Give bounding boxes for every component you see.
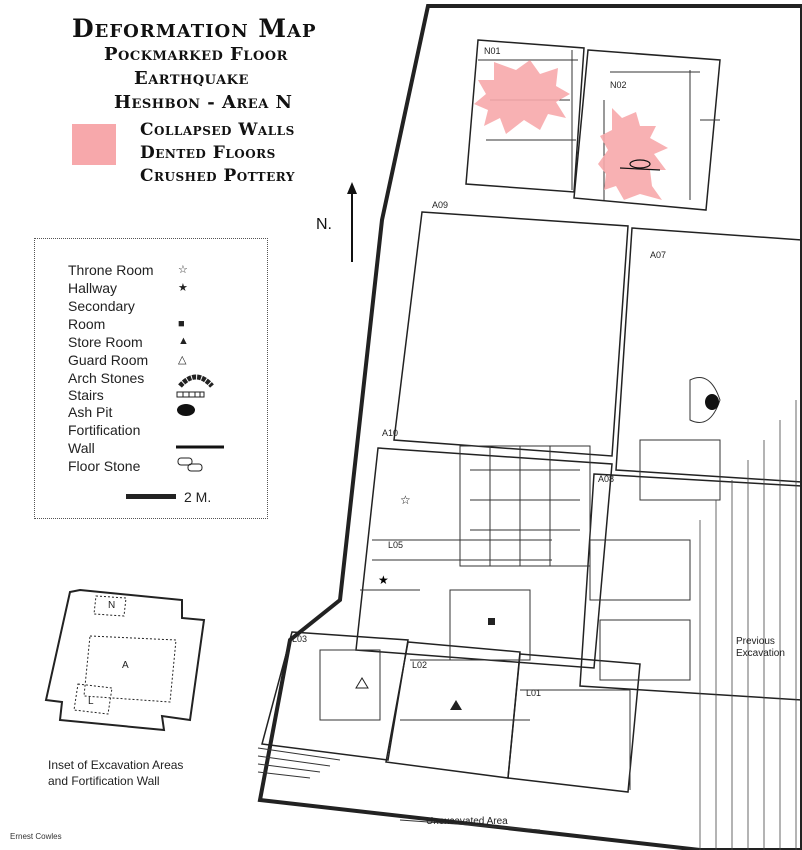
map-credit: Ernest Cowles [10,832,62,841]
square-label-a07: A07 [650,250,667,260]
key-floor-stone: Floor Stone [68,458,141,474]
legend-dented-floors: Dented Floors [140,143,276,163]
previous-excavation-line-2: Excavation [736,648,785,659]
map-title: Deformation Map [72,14,317,43]
previous-excavation-line-1: Previous [736,636,775,647]
secondary-room-icon: ■ [178,318,185,330]
square-label-l03: L03 [292,634,308,644]
key-wall: Wall [68,440,95,456]
key-throne-room: Throne Room [68,262,154,278]
key-fortification: Fortification [68,422,141,438]
key-guard-room: Guard Room [68,352,149,368]
grid-squares [262,40,802,792]
damage-area-n01 [474,60,570,134]
square-label-l01: L01 [526,688,542,698]
guard-room-symbol [356,678,368,688]
throne-room-symbol: ☆ [400,493,411,507]
key-store-room: Store Room [68,334,143,350]
square-label-a10: A10 [382,428,399,438]
key-secondary: Secondary [68,298,135,314]
subtitle-line-1: Pockmarked Floor [104,44,288,65]
arch-stones-icon [176,370,216,388]
hallway-icon: ★ [178,282,188,294]
scale-label: 2 M. [184,489,212,505]
north-label: N. [316,216,332,233]
key-arch-stones: Arch Stones [68,370,145,386]
square-label-a08: A08 [598,474,615,484]
square-label-n01: N01 [484,46,501,56]
inset-label-n: N [108,600,116,611]
scale-bar [126,494,176,500]
inset-caption-line-2: and Fortification Wall [48,774,160,788]
key-room: Room [68,316,106,332]
north-arrow-icon [347,182,357,262]
key-stairs: Stairs [68,387,104,403]
ash-pit-icon [176,403,196,417]
store-room-icon: ▲ [178,335,189,347]
ash-pit-symbol [705,394,719,410]
square-label-a09: A09 [432,200,449,210]
wall-icon [176,444,224,450]
subtitle-line-2: Earthquake [134,68,249,89]
legend-crushed-pottery: Crushed Pottery [140,166,295,186]
stone-walls [320,50,720,790]
legend-collapsed-walls: Collapsed Walls [140,120,295,140]
damage-area-n02 [598,108,668,200]
stairs-icon [176,391,206,399]
inset-caption-line-1: Inset of Excavation Areas [48,758,184,772]
key-ash-pit: Ash Pit [68,404,113,420]
floor-stone-icon [176,456,206,472]
secondary-room-symbol [488,618,495,625]
excavation-boundary [260,6,802,850]
store-room-symbol [450,700,462,710]
previous-excavation-hatch [700,400,796,850]
inset-label-l: L [88,696,94,707]
guard-room-icon: △ [178,354,187,366]
square-label-l02: L02 [412,660,428,670]
hallway-symbol: ★ [378,573,389,587]
unexcavated-area-label: Unexcavated Area [426,816,508,827]
subtitle-line-3: Heshbon - Area N [114,92,293,113]
key-hallway: Hallway [68,280,118,296]
square-label-n02: N02 [610,80,627,90]
square-label-l05: L05 [388,540,404,550]
throne-room-icon: ☆ [178,264,188,276]
inset-label-a: A [122,660,129,671]
